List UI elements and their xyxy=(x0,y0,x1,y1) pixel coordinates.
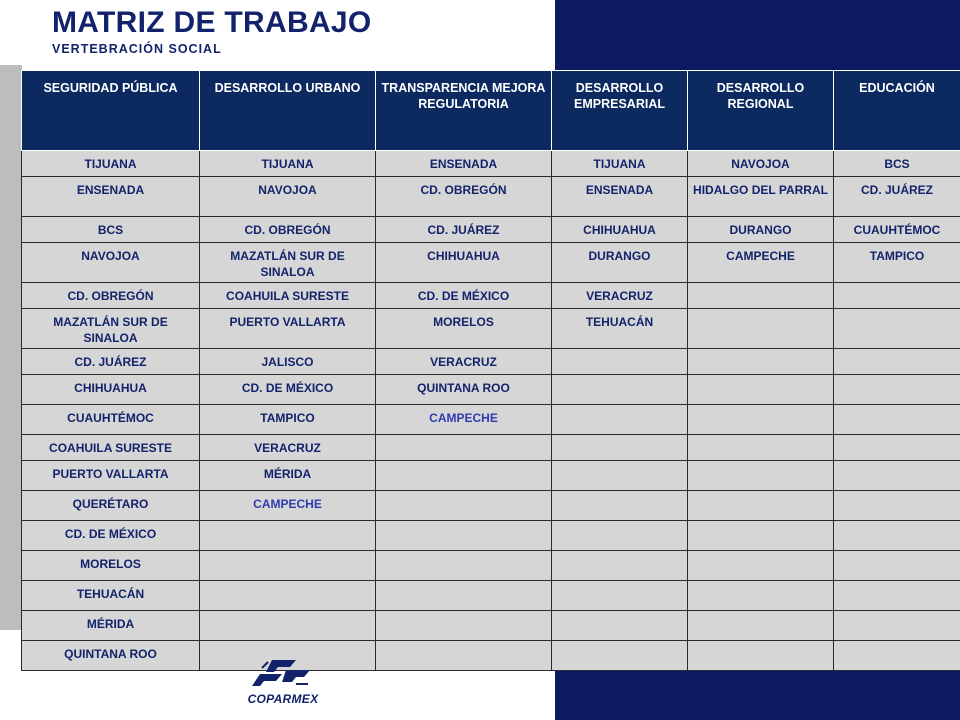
table-cell: ENSENADA xyxy=(376,151,552,177)
table-cell: CHIHUAHUA xyxy=(376,243,552,283)
table-cell xyxy=(376,491,552,521)
table-cell xyxy=(688,521,834,551)
table-cell: MAZATLÁN SUR DE SINALOA xyxy=(22,309,200,349)
table-cell: CD. DE MÉXICO xyxy=(22,521,200,551)
table-cell: TIJUANA xyxy=(22,151,200,177)
table-row xyxy=(22,521,960,551)
table-header xyxy=(22,71,960,151)
table-cell: MORELOS xyxy=(22,551,200,581)
table-row xyxy=(22,551,960,581)
table-cell xyxy=(834,375,960,405)
table-cell xyxy=(688,611,834,641)
table-cell xyxy=(552,349,688,375)
table-cell: QUINTANA ROO xyxy=(22,641,200,671)
table-cell: CHIHUAHUA xyxy=(552,217,688,243)
table-row xyxy=(22,309,960,349)
table-cell xyxy=(376,461,552,491)
table-row xyxy=(22,375,960,405)
table-cell: NAVOJOA xyxy=(200,177,376,217)
table-cell: TIJUANA xyxy=(200,151,376,177)
table-cell: QUINTANA ROO xyxy=(376,375,552,405)
table-cell xyxy=(552,641,688,671)
table-cell xyxy=(688,551,834,581)
table-cell xyxy=(834,435,960,461)
table-cell xyxy=(688,283,834,309)
table-cell xyxy=(200,551,376,581)
table-cell: MÉRIDA xyxy=(200,461,376,491)
table-cell xyxy=(552,375,688,405)
table-cell: BCS xyxy=(834,151,960,177)
table-row xyxy=(22,217,960,243)
table-row xyxy=(22,435,960,461)
table-cell: VERACRUZ xyxy=(376,349,552,375)
table-cell xyxy=(834,349,960,375)
column-header: SEGURIDAD PÚBLICA xyxy=(22,71,200,151)
table-cell xyxy=(688,375,834,405)
table-cell: CUAUHTÉMOC xyxy=(22,405,200,435)
table-cell: TAMPICO xyxy=(200,405,376,435)
logo-text: COPARMEX xyxy=(247,692,319,706)
table-cell: VERACRUZ xyxy=(200,435,376,461)
table-row xyxy=(22,641,960,671)
table-cell xyxy=(376,521,552,551)
table-cell xyxy=(688,349,834,375)
table-cell xyxy=(552,611,688,641)
table-cell: JALISCO xyxy=(200,349,376,375)
column-header: DESARROLLO REGIONAL xyxy=(688,71,834,151)
table-row xyxy=(22,243,960,283)
table-row xyxy=(22,461,960,491)
table-row xyxy=(22,177,960,217)
table-cell xyxy=(200,521,376,551)
table-cell xyxy=(552,435,688,461)
column-header: TRANSPARENCIA MEJORA REGULATORIA xyxy=(376,71,552,151)
table-cell xyxy=(552,581,688,611)
table-body xyxy=(22,151,960,671)
table-cell: COAHUILA SURESTE xyxy=(200,283,376,309)
table-cell: CAMPECHE xyxy=(688,243,834,283)
table-cell: CD. DE MÉXICO xyxy=(200,375,376,405)
table-cell xyxy=(688,461,834,491)
table-cell: BCS xyxy=(22,217,200,243)
coparmex-logo-icon xyxy=(252,658,314,688)
table-cell xyxy=(376,641,552,671)
table-row xyxy=(22,349,960,375)
page-title: MATRIZ DE TRABAJO xyxy=(52,6,372,39)
table-cell: CD. JUÁREZ xyxy=(834,177,960,217)
table-cell xyxy=(376,581,552,611)
table-cell xyxy=(834,611,960,641)
table-cell xyxy=(200,581,376,611)
table-cell xyxy=(688,491,834,521)
table-cell xyxy=(834,581,960,611)
table-row xyxy=(22,611,960,641)
table-cell: NAVOJOA xyxy=(688,151,834,177)
table-cell: HIDALGO DEL PARRAL xyxy=(688,177,834,217)
table-cell: COAHUILA SURESTE xyxy=(22,435,200,461)
table-cell: CUAUHTÉMOC xyxy=(834,217,960,243)
work-matrix-table xyxy=(21,70,960,671)
table-cell xyxy=(834,641,960,671)
column-header: EDUCACIÓN xyxy=(834,71,960,151)
table-cell: CD. JUÁREZ xyxy=(376,217,552,243)
table-cell: PUERTO VALLARTA xyxy=(22,461,200,491)
table-cell: NAVOJOA xyxy=(22,243,200,283)
table-cell: TIJUANA xyxy=(552,151,688,177)
table-cell: CD. OBREGÓN xyxy=(22,283,200,309)
table-cell xyxy=(376,551,552,581)
table-cell xyxy=(834,461,960,491)
table-row xyxy=(22,405,960,435)
table-cell: CHIHUAHUA xyxy=(22,375,200,405)
table-row xyxy=(22,491,960,521)
table-cell xyxy=(688,405,834,435)
table-cell: CD. JUÁREZ xyxy=(22,349,200,375)
table-cell xyxy=(834,551,960,581)
slide-header xyxy=(52,6,372,57)
table-header-row xyxy=(22,71,960,151)
table-cell: ENSENADA xyxy=(22,177,200,217)
table-cell: CD. OBREGÓN xyxy=(376,177,552,217)
table-cell: VERACRUZ xyxy=(552,283,688,309)
table-cell xyxy=(834,405,960,435)
table-cell xyxy=(834,491,960,521)
table-cell: CAMPECHE xyxy=(200,491,376,521)
table-cell xyxy=(688,641,834,671)
table-cell: DURANGO xyxy=(688,217,834,243)
table-cell: CAMPECHE xyxy=(376,405,552,435)
table-cell: CD. DE MÉXICO xyxy=(376,283,552,309)
table-cell: TEHUACÁN xyxy=(22,581,200,611)
table-cell xyxy=(552,491,688,521)
table-cell xyxy=(834,521,960,551)
table-cell xyxy=(688,435,834,461)
table-cell xyxy=(376,435,552,461)
table-cell: CD. OBREGÓN xyxy=(200,217,376,243)
table-cell: QUERÉTARO xyxy=(22,491,200,521)
table-cell xyxy=(552,461,688,491)
table-cell xyxy=(200,611,376,641)
coparmex-logo xyxy=(238,658,328,714)
table-cell: TAMPICO xyxy=(834,243,960,283)
table-cell xyxy=(688,581,834,611)
table-cell xyxy=(834,283,960,309)
table-row xyxy=(22,283,960,309)
table-cell: MAZATLÁN SUR DE SINALOA xyxy=(200,243,376,283)
table-row xyxy=(22,151,960,177)
table-row xyxy=(22,581,960,611)
table-cell: MÉRIDA xyxy=(22,611,200,641)
table-cell: MORELOS xyxy=(376,309,552,349)
table-cell xyxy=(688,309,834,349)
table-cell xyxy=(552,405,688,435)
table-cell xyxy=(834,309,960,349)
column-header: DESARROLLO URBANO xyxy=(200,71,376,151)
table-cell xyxy=(376,611,552,641)
column-header: DESARROLLO EMPRESARIAL xyxy=(552,71,688,151)
table-cell: DURANGO xyxy=(552,243,688,283)
gray-side-strip xyxy=(0,65,22,630)
table-cell: PUERTO VALLARTA xyxy=(200,309,376,349)
table-cell: ENSENADA xyxy=(552,177,688,217)
table-cell xyxy=(552,551,688,581)
page-subtitle: VERTEBRACIÓN SOCIAL xyxy=(52,42,222,56)
table-cell: TEHUACÁN xyxy=(552,309,688,349)
table-cell xyxy=(552,521,688,551)
